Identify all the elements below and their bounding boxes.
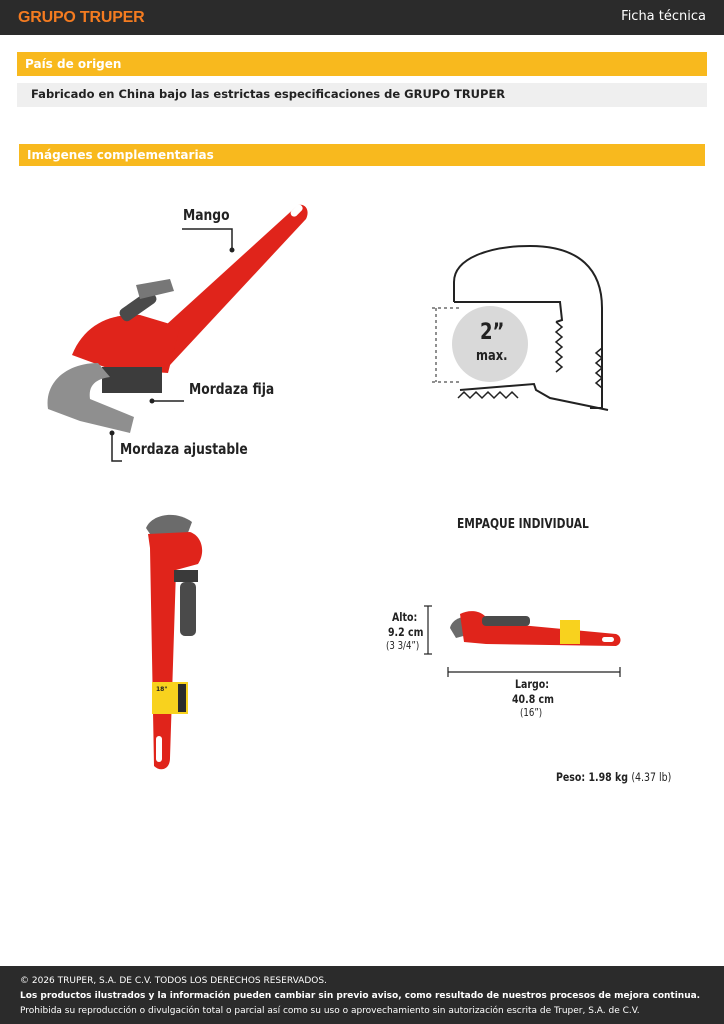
capacity-unit: max.	[476, 348, 508, 364]
product-photo	[140, 508, 210, 778]
fixed-jaw	[102, 367, 162, 393]
origin-text: Fabricado en China bajo las estrictas especificaciones de GRUPO TRUPER	[17, 83, 707, 107]
leader-line-handle	[182, 229, 232, 250]
packaging-title: EMPAQUE INDIVIDUAL	[457, 517, 589, 532]
length-cm: 40.8 cm	[512, 692, 554, 706]
photo-adjusting-nut	[174, 570, 198, 582]
footer-copyright: © 2026 TRUPER, S.A. DE C.V. TODOS LOS DERECHOS RESERVADOS.	[20, 976, 327, 986]
capacity-value: 2”	[480, 320, 505, 345]
section-title-images: Imágenes complementarias	[19, 144, 705, 166]
photo-wrench-body	[148, 532, 202, 769]
leader-dot-adjustable-jaw	[110, 431, 115, 436]
footer-prohibition: Prohibida su reproducción o divulgación total o parcial así como su uso o aprovechamiento sin autorización escrita de Truper, S.A. de C.V.	[20, 1006, 640, 1016]
lower-jaw-teeth	[458, 392, 518, 398]
brand-logo: GRUPO TRUPER	[18, 9, 145, 26]
package-label-tag	[560, 620, 580, 644]
label-fixed-jaw: Mordaza fija	[189, 380, 275, 398]
leader-dot-handle	[230, 248, 235, 253]
height-in: (3 3/4”)	[386, 640, 420, 652]
wrench-parts-diagram	[40, 195, 320, 475]
packaging-diagram	[420, 604, 630, 684]
top-bar	[0, 0, 724, 35]
photo-label-stripe	[178, 684, 186, 712]
inner-jaw-teeth	[556, 322, 562, 372]
weight-label: Peso:	[556, 770, 586, 784]
weight-value: 1.98 kg	[588, 770, 629, 784]
footer-notice: Los productos ilustrados y la información pueden cambiar sin previo aviso, como resultado de nuestros procesos de mejora continua.	[20, 991, 701, 1001]
height-cm: 9.2 cm	[388, 625, 424, 639]
length-label: Largo:	[515, 677, 550, 691]
package-hook-shank	[482, 616, 530, 626]
package-handle-hole	[602, 637, 614, 642]
length-in: (16”)	[520, 707, 543, 719]
photo-hook-shank	[180, 582, 196, 636]
label-adjustable-jaw: Mordaza ajustable	[120, 440, 248, 458]
label-handle: Mango	[183, 206, 230, 224]
photo-label-size: 18"	[156, 686, 168, 693]
footer	[0, 966, 724, 1024]
document-type: Ficha técnica	[621, 9, 706, 24]
section-title-origin: País de origen	[17, 52, 707, 76]
jaw-capacity-diagram	[430, 240, 610, 415]
package-wrench	[460, 611, 621, 646]
weight-lb: (4.37 lb)	[631, 770, 672, 784]
photo-handle-hole	[156, 736, 162, 762]
height-label: Alto:	[392, 610, 418, 624]
leader-dot-fixed-jaw	[150, 399, 155, 404]
weight-line	[556, 770, 671, 784]
